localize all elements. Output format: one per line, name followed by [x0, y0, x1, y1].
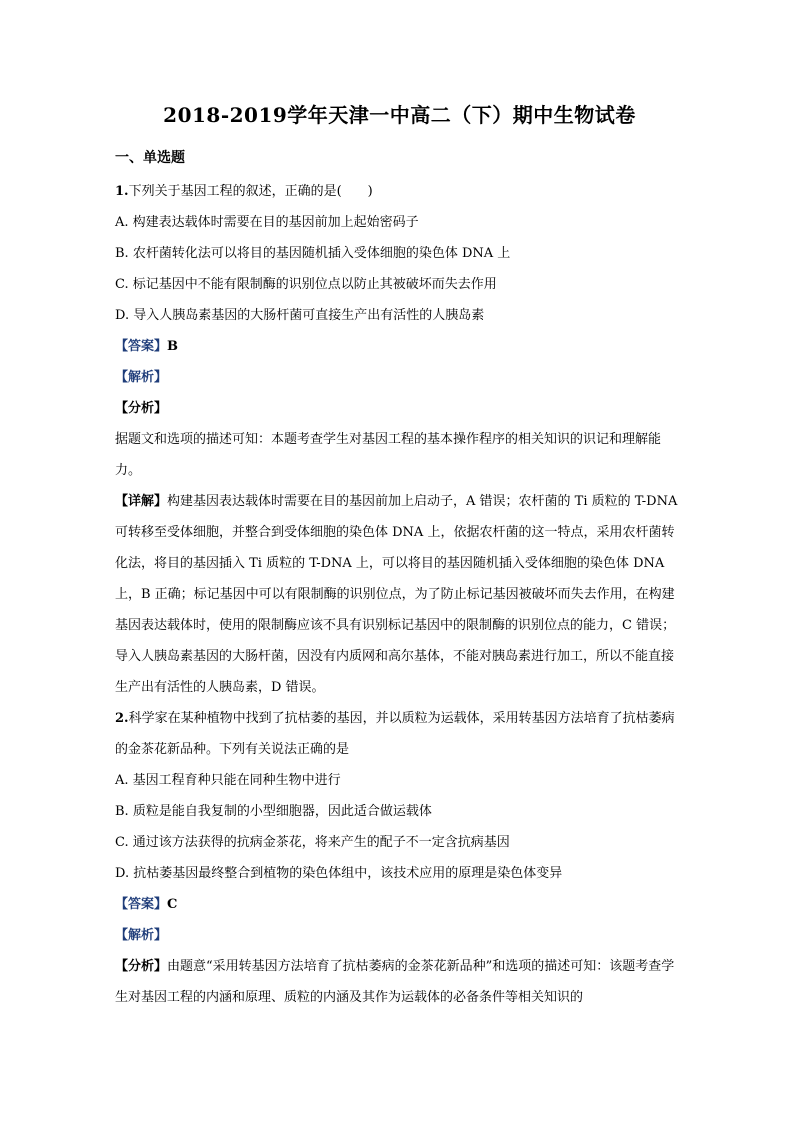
- question-2-text: 科学家在某种植物中找到了抗枯萎的基因，并以质粒为运载体，采用转基因方法培育了抗枯萎病的金茶花新品种。下列有关说法正确的是: [115, 711, 675, 757]
- question-1-answer: [115, 331, 684, 362]
- question-2-answer: [115, 889, 684, 920]
- detail-tag: 【详解】: [115, 494, 168, 509]
- question-1-number: 1.: [115, 184, 129, 199]
- question-2-option-b: B. 质粒是能自我复制的小型细胞器，因此适合做运载体: [115, 804, 432, 819]
- question-1-option-a: A. 构建表达载体时需要在目的基因前加上起始密码子: [115, 215, 419, 230]
- analysis-tag: 【解析】: [115, 370, 168, 385]
- question-2-option-c: C. 通过该方法获得的抗病金茶花，将来产生的配子不一定含抗病基因: [115, 835, 510, 850]
- answer-tag: 【答案】: [115, 339, 168, 354]
- question-2-fenxi: [115, 951, 684, 1013]
- question-1-text: 下列关于基因工程的叙述，正确的是( ): [128, 184, 373, 199]
- fenxi-text: 由题意“采用转基因方法培育了抗枯萎病的金茶花新品种”和选项的描述可知：该题考查学生对基因工程的内涵和原理、质粒的内涵及其作为运载体的必备条件等相关知识的: [115, 959, 675, 1005]
- question-1-analysis: [115, 362, 684, 393]
- question-1-stem: [115, 176, 684, 207]
- analysis-tag: 【解析】: [115, 928, 168, 943]
- fenxi-tag: 【分析】: [115, 401, 168, 416]
- question-1-fenxi-text: 据题文和选项的描述可知：本题考查学生对基因工程的基本操作程序的相关知识的识记和理解能力。: [115, 432, 662, 478]
- question-2-number: 2.: [115, 711, 129, 726]
- question-2-stem: [115, 703, 684, 765]
- question-2-option-d: D. 抗枯萎基因最终整合到植物的染色体组中，该技术应用的原理是染色体变异: [115, 866, 563, 881]
- answer-value: B: [167, 339, 179, 354]
- section-heading: 一、单选题: [115, 150, 185, 166]
- question-1-fenxi-heading: [115, 393, 684, 424]
- question-1-option-c: C. 标记基因中不能有限制酶的识别位点以防止其被破坏而失去作用: [115, 277, 497, 292]
- answer-value: C: [167, 897, 178, 912]
- answer-tag: 【答案】: [115, 897, 168, 912]
- question-2-option-a: A. 基因工程育种只能在同种生物中进行: [115, 773, 341, 788]
- page-title: 2018-2019学年天津一中高二（下）期中生物试卷: [163, 103, 636, 127]
- fenxi-tag: 【分析】: [115, 959, 168, 974]
- question-1-option-b: B. 农杆菌转化法可以将目的基因随机插入受体细胞的染色体 DNA 上: [115, 246, 511, 261]
- question-2-analysis: [115, 920, 684, 951]
- question-1-option-d: D. 导入人胰岛素基因的大肠杆菌可直接生产出有活性的人胰岛素: [115, 308, 485, 323]
- question-1-detail: [115, 486, 684, 703]
- detail-text: 构建基因表达载体时需要在目的基因前加上启动子，A 错误；农杆菌的 Ti 质粒的 T-DNA 可转移至受体细胞，并整合到受体细胞的染色体 DNA 上，依据农杆菌的这一特点，采用农杆菌转化法，将目的基因插入 Ti 质粒的 T-DNA 上，可以将目的基因随机插入受体细胞的染色体 DNA 上，B 正确；标记基因中可以有限制酶的识别位点，为了防止标记基因被破坏而失去作用，在构建基因表达载体时，使用的限制酶应该不具有识别标记基因中的限制酶的识别位点的能力，C 错误；导入人胰岛素基因的大肠杆菌，因没有内质网和高尔基体，不能对胰岛素进行加工，所以不能直接生产出有活性的人胰岛素，D 错误。: [115, 494, 678, 695]
